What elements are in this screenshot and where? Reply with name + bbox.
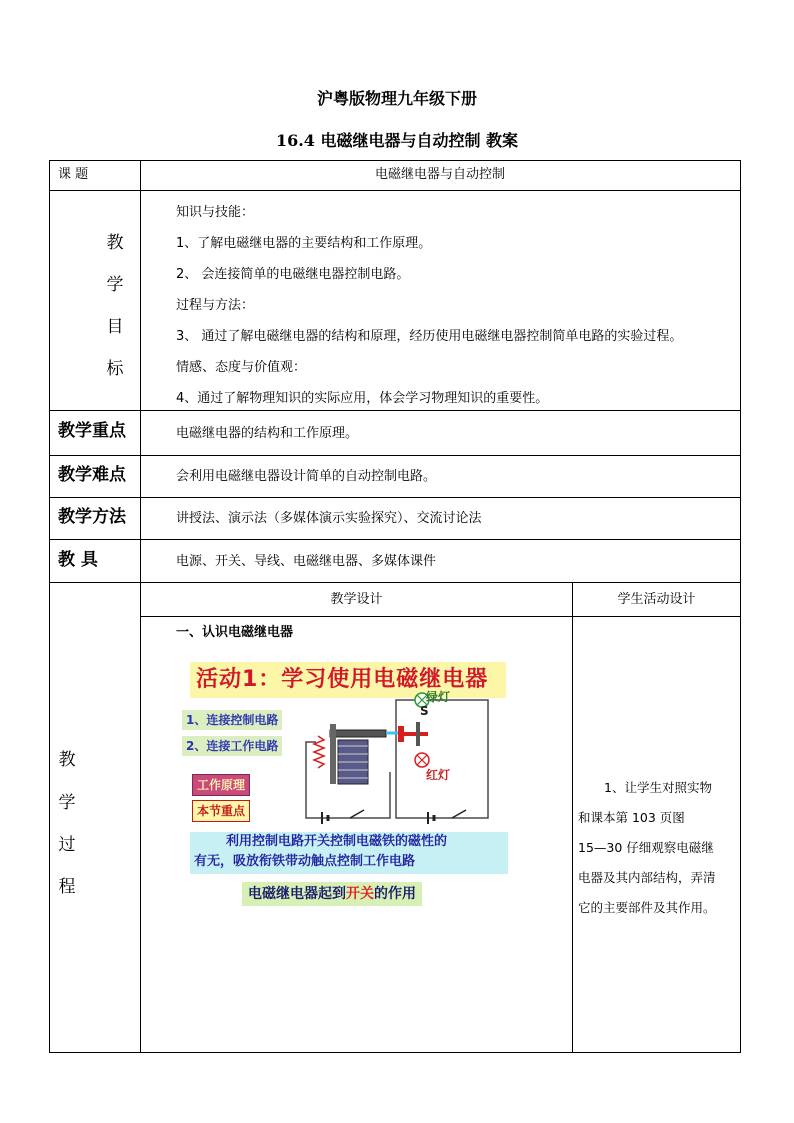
footer-text-a: 电磁继电器起到 [248, 886, 346, 902]
relay-circuit-diagram [300, 686, 500, 836]
slide-banner: 活动1：学习使用电磁继电器 [190, 662, 506, 698]
objective-line: 2、 会连接简单的电磁继电器控制电路。 [176, 267, 410, 282]
student-activity-line: 和课本第 103 页图 [578, 810, 685, 825]
objective-line: 知识与技能： [176, 205, 255, 220]
section-title: 一、认识电磁继电器 [176, 625, 294, 640]
desc-line-2: 有无，吸放衔铁带动触点控制工作电路 [194, 854, 416, 869]
student-activity-line: 1、让学生对照实物 [604, 780, 712, 795]
objectives-label-char: 教 [106, 233, 124, 253]
page-title: 沪粤版物理九年级下册 [316, 89, 477, 108]
tag-key: 本节重点 [192, 800, 250, 822]
desc-line-1: 利用控制电路开关控制电磁铁的磁性的 [226, 834, 448, 849]
student-activity-line: 它的主要部件及其作用。 [578, 900, 716, 915]
process-label-char: 教 [58, 750, 76, 770]
objective-line: 3、 通过了解电磁继电器的结构和原理，经历使用电磁继电器控制简单电路的实验过程。 [176, 329, 683, 344]
method-label: 教学方法 [58, 507, 126, 527]
process-label-char: 过 [58, 835, 76, 855]
footer-highlight: 开关 [346, 886, 374, 902]
difficulty-label: 教学难点 [58, 465, 126, 485]
student-activity-line: 电器及其内部结构，弄清 [578, 870, 716, 885]
method-value: 讲授法、演示法（多媒体演示实验探究）、交流讨论法 [176, 511, 482, 526]
student-activity [578, 773, 738, 923]
difficulty-value: 会利用电磁继电器设计简单的自动控制电路。 [176, 469, 437, 484]
topic-value: 电磁继电器与自动控制 [374, 167, 505, 182]
switch-s-label: S [420, 704, 429, 718]
objectives-label-char: 目 [106, 317, 124, 337]
tools-value: 电源、开关、导线、电磁继电器、多媒体课件 [176, 554, 437, 569]
lesson-title: 16.4 电磁继电器与自动控制 教案 [275, 131, 519, 150]
red-lamp-label: 红灯 [426, 768, 451, 782]
tools-label: 教 具 [58, 550, 98, 570]
process-label-char: 程 [58, 877, 76, 897]
objective-line: 4、通过了解物理知识的实际应用，体会学习物理知识的重要性。 [176, 391, 549, 406]
topic-label: 课 题 [58, 167, 89, 182]
student-activity-line: 15—30 仔细观察电磁继 [578, 840, 714, 855]
objectives-label-char: 学 [106, 275, 124, 295]
step-control-circuit: 1、连接控制电路 [182, 710, 282, 730]
tag-principle: 工作原理 [192, 774, 250, 796]
design-header: 教学设计 [330, 592, 383, 607]
objectives-label-char: 标 [106, 359, 124, 379]
key-point-value: 电磁继电器的结构和工作原理。 [176, 426, 359, 441]
slide-image [186, 656, 520, 912]
footer-text-b: 的作用 [374, 886, 416, 902]
objective-line: 1、了解电磁继电器的主要结构和工作原理。 [176, 236, 432, 251]
step-work-circuit: 2、连接工作电路 [182, 736, 282, 756]
objective-line: 情感、态度与价值观： [176, 360, 307, 375]
slide-footer [242, 882, 422, 906]
key-point-label: 教学重点 [58, 421, 126, 441]
process-label-char: 学 [58, 793, 76, 813]
slide-description [190, 832, 508, 874]
green-lamp-label: 绿灯 [426, 690, 451, 704]
student-header: 学生活动设计 [617, 592, 696, 607]
objective-line: 过程与方法： [176, 298, 255, 313]
